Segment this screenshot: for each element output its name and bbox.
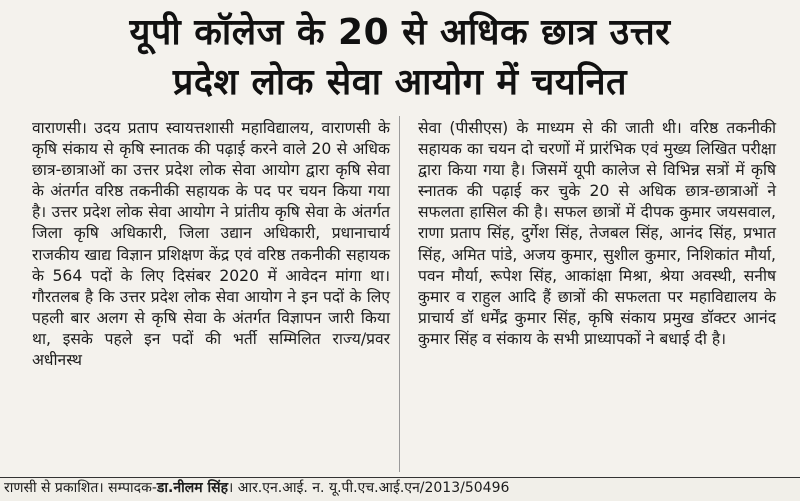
article-column-right [418, 118, 776, 350]
publication-footer [0, 477, 800, 501]
headline-line-1: यूपी कॉलेज के 20 से अधिक छात्र उत्तर [129, 12, 671, 53]
column-divider [399, 116, 400, 472]
footer-suffix: । आर.एन.आई. न. यू.पी.एच.आई.एन/2013/50496 [228, 480, 510, 496]
article-column-left [32, 118, 390, 371]
footer-editor: डा.नीलम सिंह [156, 480, 228, 496]
headline [0, 8, 800, 108]
footer-prefix: राणसी से प्रकाशित। सम्पादक- [4, 480, 157, 496]
article-text-right: सेवा (पीसीएस) के माध्यम से की जाती थी। वरिष्ठ तकनीकी सहायक का चयन दो चरणों में प्रारंभिक एवं मुख्य लिखित परीक्षा द्वारा किया गया है। जिसमें यूपी कालेज से विभिन्न सत्रों में कृषि स्नातक की पढ़ाई कर चुके 20 से अधिक छात्र-छात्राओं ने सफलता हासिल की है। सफल छात्रों में दीपक कुमार जयसवाल, राणा प्रताप सिंह, दुर्गेश सिंह, तेजबल सिंह, आनंद सिंह, प्रभात सिंह, अमित पांडे, अजय कुमार, सुशील कुमार, निशिकांत मौर्या, पवन मौर्या, रूपेश सिंह, आकांक्षा मिश्रा, श्रेया अवस्थी, सनीष कुमार व राहुल आदि हैं छात्रों की सफलता पर महाविद्यालय के प्राचार्य डॉ धर्मेंद्र कुमार सिंह, कृषि संकाय प्रमुख डॉक्टर आनंद कुमार सिंह व संकाय के सभी प्राध्यापकों ने बधाई दी है। [418, 119, 776, 348]
headline-line-2: प्रदेश लोक सेवा आयोग में चयनित [172, 62, 628, 103]
article-text-left: वाराणसी। उदय प्रताप स्वायत्तशासी महाविद्यालय, वाराणसी के कृषि संकाय से कृषि स्नातक की पढ़ाई करने वाले 20 से अधिक छात्र-छात्राओं का उत्तर प्रदेश लोक सेवा आयोग द्वारा कृषि सेवा के अंतर्गत वरिष्ठ तकनीकी सहायक के पद पर चयन किया गया है। उत्तर प्रदेश लोक सेवा आयोग ने प्रांतीय कृषि सेवा के अंतर्गत जिला कृषि अधिकारी, जिला उद्यान अधिकारी, प्रधानाचार्य राजकीय खाद्य विज्ञान प्रशिक्षण केंद्र एवं वरिष्ठ तकनीकी सहायक के 564 पदों के लिए दिसंबर 2020 में आवेदन मांगा था। गौरतलब है कि उत्तर प्रदेश लोक सेवा आयोग ने इन पदों के लिए पहली बार अलग से कृषि सेवा के अंतर्गत विज्ञापन जारी किया था, इसके पहले इन पदों की भर्ती सम्मिलित राज्य/प्रवर अधीनस्थ [32, 119, 390, 370]
